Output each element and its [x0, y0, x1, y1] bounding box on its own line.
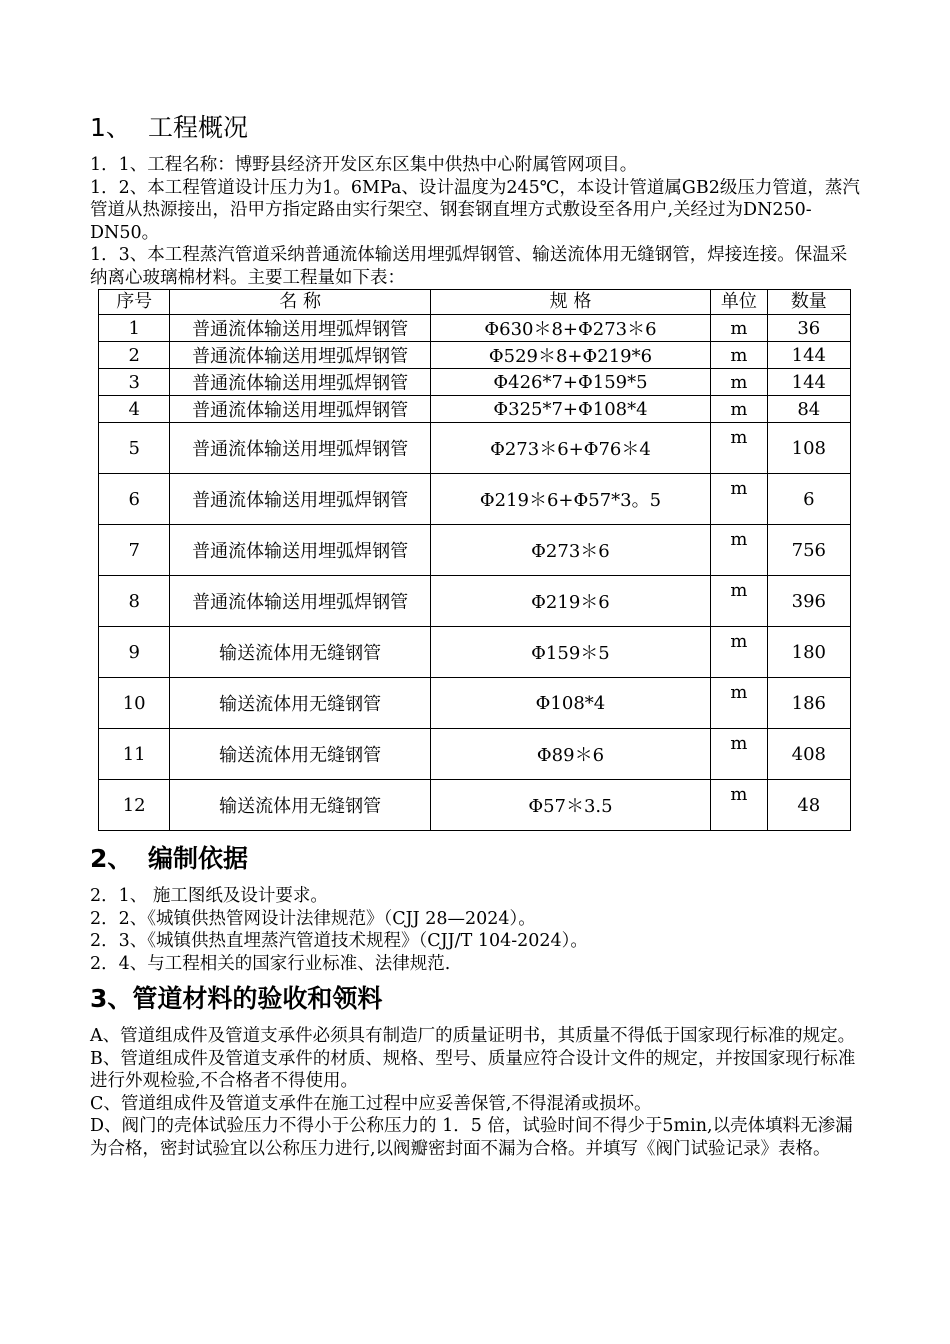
section2-heading [90, 839, 860, 879]
cell-no: 8 [99, 576, 170, 627]
cell-no: 6 [99, 474, 170, 525]
cell-name: 输送流体用无缝钢管 [170, 627, 430, 678]
table-row [99, 780, 851, 831]
table-row [99, 576, 851, 627]
cell-no: 10 [99, 678, 170, 729]
cell-no: 11 [99, 729, 170, 780]
paragraph-1-1: 1．1、工程名称：博野县经济开发区东区集中供热中心附属管网项目。 [90, 155, 638, 175]
cell-unit [711, 678, 768, 729]
table-row [99, 315, 851, 342]
cell-no: 3 [99, 369, 170, 396]
cell-no: 5 [99, 423, 170, 474]
cell-qty: 48 [767, 780, 850, 831]
section1-title: 工程概况 [148, 113, 249, 142]
unit-text: m [730, 784, 748, 805]
cell-name: 普通流体输送用埋弧焊钢管 [170, 369, 430, 396]
cell-qty: 408 [767, 729, 850, 780]
header-unit: 单位 [711, 290, 768, 315]
table-row [99, 423, 851, 474]
cell-spec: Φ159＊5 [430, 627, 710, 678]
header-name: 名 称 [170, 290, 430, 315]
header-qty: 数量 [767, 290, 850, 315]
section3-heading: 3、管道材料的验收和领料 [90, 984, 383, 1013]
cell-qty: 6 [767, 474, 850, 525]
paragraph-3-b: B、管道组成件及管道支承件的材质、规格、型号、质量应符合设计文件的规定，并按国家现行标准进行外观检验,不合格者不得使用。 [90, 1048, 856, 1091]
cell-no: 1 [99, 315, 170, 342]
cell-unit [711, 423, 768, 474]
unit-text: m [730, 682, 748, 703]
paragraph-3-c: C、管道组成件及管道支承件在施工过程中应妥善保管,不得混淆或损坏。 [90, 1093, 652, 1114]
cell-qty: 84 [767, 396, 850, 423]
table-row [99, 627, 851, 678]
cell-spec: Φ273＊6+Φ76＊4 [430, 423, 710, 474]
unit-text: m [730, 427, 748, 448]
table-row [99, 678, 851, 729]
cell-name: 普通流体输送用埋弧焊钢管 [170, 315, 430, 342]
header-no: 序号 [99, 290, 170, 315]
cell-unit [711, 474, 768, 525]
cell-name: 普通流体输送用埋弧焊钢管 [170, 342, 430, 369]
paragraph-2-2: 2．2、《城镇供热管网设计法律规范》（CJJ 28—2024）。 [90, 908, 536, 929]
cell-qty: 108 [767, 423, 850, 474]
unit-text: m [730, 478, 748, 499]
cell-name: 普通流体输送用埋弧焊钢管 [170, 576, 430, 627]
cell-spec: Φ630＊8+Φ273＊6 [430, 315, 710, 342]
table-row [99, 396, 851, 423]
cell-name: 普通流体输送用埋弧焊钢管 [170, 396, 430, 423]
table-row [99, 729, 851, 780]
cell-unit [711, 627, 768, 678]
paragraph-1-2: 1．2、本工程管道设计压力为1。6MPa、设计温度为245℃，本设计管道属GB2级压力管道，蒸汽管道从热源接出，沿甲方指定路由实行架空、钢套钢直埋方式敷设至各用户,关经过为DN250-DN50。 [90, 177, 860, 243]
document-page [90, 108, 860, 1160]
unit-text: m [730, 733, 748, 754]
paragraph-3-a: A、管道组成件及管道支承件必须具有制造厂的质量证明书，其质量不得低于国家现行标准的规定。 [90, 1026, 856, 1046]
cell-spec: Φ89＊6 [430, 729, 710, 780]
unit-text: m [730, 631, 748, 652]
cell-unit: m [711, 315, 768, 342]
paragraph-2-4: 2．4、与工程相关的国家行业标准、法律规范. [90, 953, 451, 974]
cell-unit: m [711, 369, 768, 396]
section1-heading [90, 108, 860, 148]
cell-name: 普通流体输送用埋弧焊钢管 [170, 474, 430, 525]
cell-spec: Φ108*4 [430, 678, 710, 729]
unit-text: m [730, 580, 748, 601]
paragraph-1-3: 1．3、本工程蒸汽管道采纳普通流体输送用埋弧焊钢管、输送流体用无缝钢管，焊接连接。保温采纳离心玻璃棉材料。主要工程量如下表： [90, 245, 848, 288]
cell-unit [711, 576, 768, 627]
cell-unit: m [711, 396, 768, 423]
cell-qty: 756 [767, 525, 850, 576]
section2-number: 2、 [90, 844, 133, 873]
cell-qty: 396 [767, 576, 850, 627]
cell-name: 普通流体输送用埋弧焊钢管 [170, 423, 430, 474]
unit-text: m [730, 529, 748, 550]
cell-no: 9 [99, 627, 170, 678]
cell-spec: Φ219＊6+Φ57*3。5 [430, 474, 710, 525]
cell-no: 4 [99, 396, 170, 423]
cell-name: 输送流体用无缝钢管 [170, 678, 430, 729]
table-header-row [99, 290, 851, 315]
cell-name: 输送流体用无缝钢管 [170, 729, 430, 780]
paragraph-2-3: 2．3、《城镇供热直埋蒸汽管道技术规程》（CJJ/T 104-2024）。 [90, 931, 588, 951]
header-spec: 规 格 [430, 290, 710, 315]
cell-unit [711, 780, 768, 831]
cell-unit: m [711, 342, 768, 369]
section1-number: 1、 [90, 113, 131, 142]
cell-spec: Φ57＊3.5 [430, 780, 710, 831]
section2-title: 编制依据 [148, 844, 249, 873]
cell-no: 12 [99, 780, 170, 831]
cell-spec: Φ273＊6 [430, 525, 710, 576]
paragraph-2-1: 2．1、 施工图纸及设计要求。 [90, 886, 328, 906]
table-row [99, 474, 851, 525]
cell-qty: 186 [767, 678, 850, 729]
table-row [99, 525, 851, 576]
table-row [99, 369, 851, 396]
cell-name: 输送流体用无缝钢管 [170, 780, 430, 831]
quantities-table [98, 289, 851, 831]
cell-qty: 36 [767, 315, 850, 342]
cell-qty: 144 [767, 369, 850, 396]
cell-unit [711, 525, 768, 576]
cell-spec: Φ219＊6 [430, 576, 710, 627]
table-row [99, 342, 851, 369]
cell-no: 7 [99, 525, 170, 576]
cell-no: 2 [99, 342, 170, 369]
paragraph-3-d: D、阀门的壳体试验压力不得小于公称压力的 1．5 倍，试验时间不得少于5min,以壳体填料无渗漏为合格，密封试验宜以公称压力进行,以阀瓣密封面不漏为合格。并填写《阀门试验记录》表格。 [90, 1116, 853, 1159]
cell-unit [711, 729, 768, 780]
cell-spec: Φ426*7+Φ159*5 [430, 369, 710, 396]
cell-spec: Φ325*7+Φ108*4 [430, 396, 710, 423]
cell-spec: Φ529＊8+Φ219*6 [430, 342, 710, 369]
cell-qty: 180 [767, 627, 850, 678]
cell-name: 普通流体输送用埋弧焊钢管 [170, 525, 430, 576]
cell-qty: 144 [767, 342, 850, 369]
